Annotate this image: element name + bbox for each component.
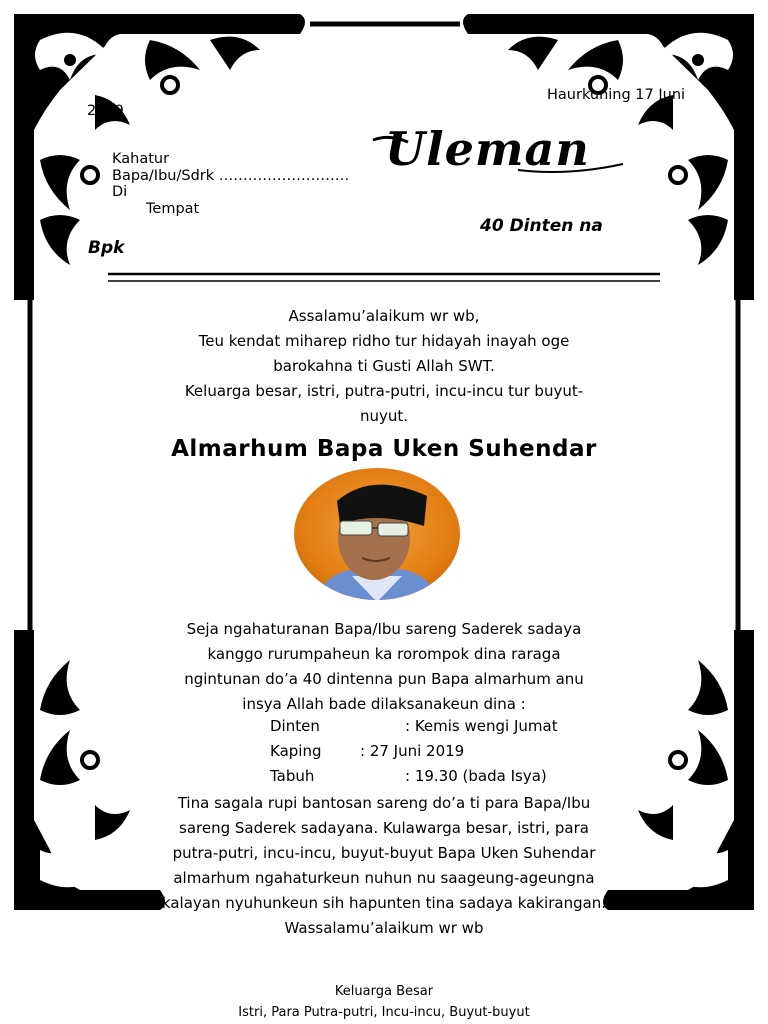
closing-line: Wassalamu’alaikum wr wb <box>284 919 484 937</box>
opening-line: nuyut. <box>359 407 409 425</box>
footer-family: Keluarga Besar <box>334 984 434 999</box>
recipient-line: Bapa/Ibu/Sdrk ……………………… <box>112 168 350 184</box>
invitation-line: insya Allah bade dilaksanakeun dina : <box>242 695 526 713</box>
schedule-label-tabuh: Tabuh <box>270 767 315 785</box>
opening-line: Teu kendat miharep ridho tur hidayah inayah oge <box>198 332 570 350</box>
invitation-line: ngintunan do’a 40 dintenna pun Bapa almarhum anu <box>184 670 584 688</box>
di-label: Di <box>112 184 128 200</box>
closing-block <box>100 791 668 941</box>
schedule-label-kaping: Kaping <box>270 742 322 760</box>
schedule-label-dinten: Dinten <box>270 717 320 735</box>
closing-line: kalayan nyuhunkeun sih hapunten tina sadaya kakirangan. <box>161 894 607 912</box>
opening-line: Assalamu’alaikum wr wb, <box>288 307 480 325</box>
closing-line: Tina sagala rupi bantosan sareng do’a ti para Bapa/Ibu <box>177 794 591 812</box>
deceased-name: Almarhum Bapa Uken Suhendar <box>171 436 597 462</box>
closing-line: almarhum ngahaturkeun nuhun nu saageung-ageungna <box>173 869 595 887</box>
year: 2019 <box>87 103 124 119</box>
invitation-line: kanggo rurumpaheun ka rorompok dina raraga <box>207 645 561 663</box>
kahatur-label: Kahatur <box>112 151 170 167</box>
bpk-label: Bpk <box>88 238 125 258</box>
uleman-title: Uleman <box>385 122 590 176</box>
opening-line: barokahna ti Gusti Allah SWT. <box>273 357 495 375</box>
closing-line: putra-putri, incu-incu, buyut-buyut Bapa Uken Suhendar <box>172 844 596 862</box>
schedule-value-kaping: : 27 Juni 2019 <box>360 742 465 760</box>
schedule-value-dinten: : Kemis wengi Jumat <box>405 717 558 735</box>
place-date: Haurkuning 17 Juni <box>547 87 686 103</box>
closing-line: sareng Saderek sadayana. Kulawarga besar, istri, para <box>179 819 589 837</box>
opening-line: Keluarga besar, istri, putra-putri, incu-incu tur buyut- <box>184 382 584 400</box>
opening-block <box>120 304 648 429</box>
footer-members: Istri, Para Putra-putri, Incu-incu, Buyut-buyut <box>238 1005 530 1020</box>
invitation-block <box>120 617 648 717</box>
tempat-label: Tempat <box>146 201 200 217</box>
title-underline-swash <box>368 130 628 180</box>
invitation-line: Seja ngahaturanan Bapa/Ibu sareng Saderek sadaya <box>186 620 582 638</box>
portrait-photo <box>292 466 462 602</box>
forty-days-subtitle: 40 Dinten na <box>480 216 603 236</box>
schedule-value-tabuh: : 19.30 (bada Isya) <box>405 767 547 785</box>
